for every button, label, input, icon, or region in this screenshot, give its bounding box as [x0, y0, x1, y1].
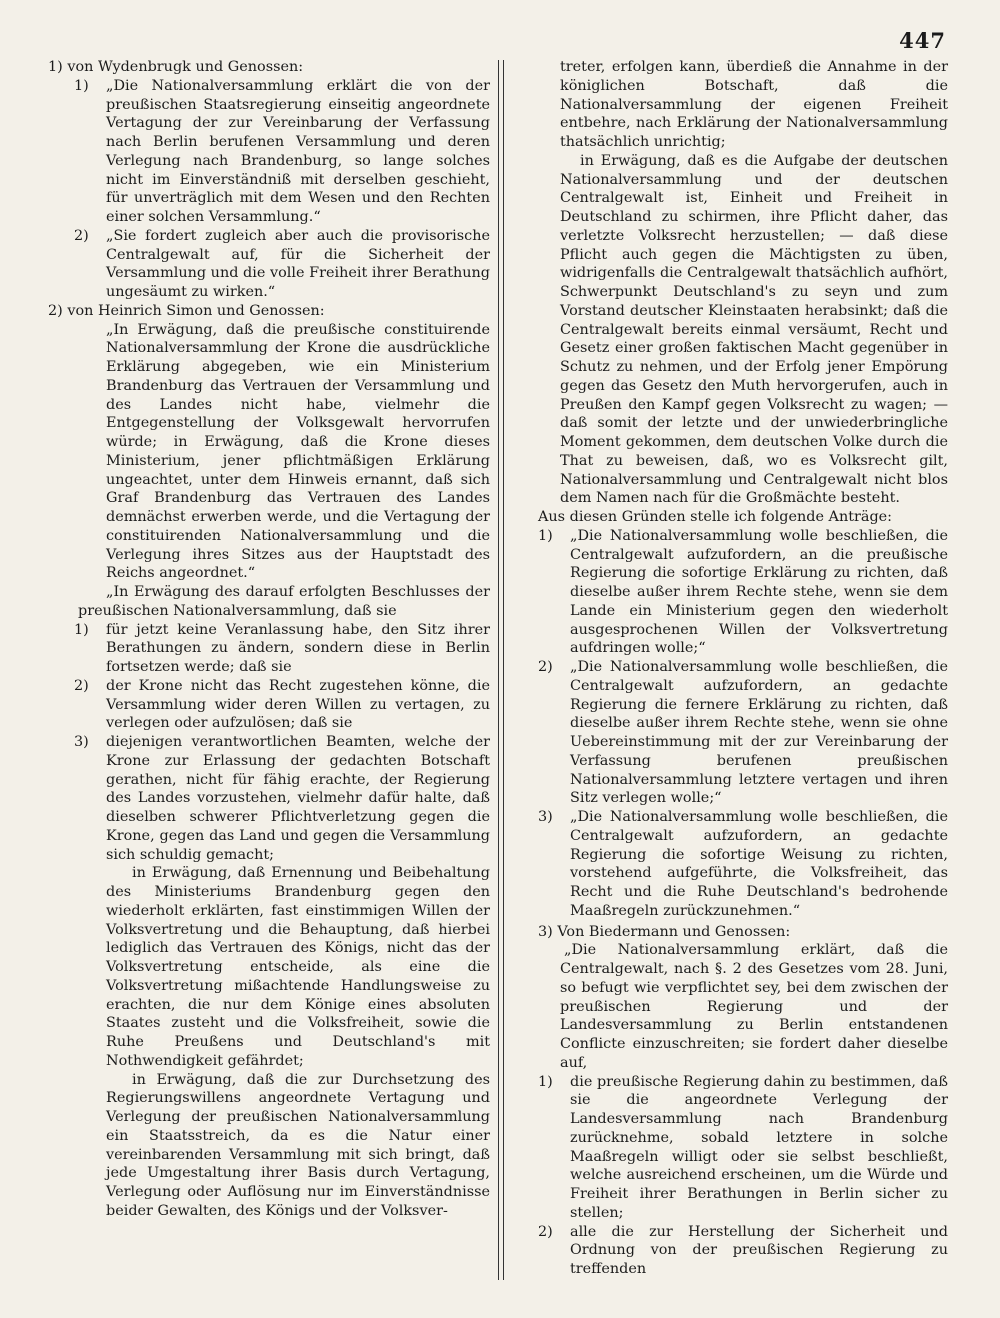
item-text: „Die Nationalversammlung erklärt die von der preußischen Staatsregierung einseitig angeordnete Vertagung der zur Vereinbarung der Verfassung nach Berlin berufenen Versammlung und deren Verlegung nach Brandenburg, so lange solches nicht im Einverständniß mit derselben geschieht, für unverträglich mit dem Wesen und den Rechten einer solchen Versammlung.“ — [106, 77, 490, 225]
item-number: 2) — [538, 659, 553, 675]
column-divider — [498, 60, 504, 1280]
motion-item — [48, 77, 490, 227]
paragraph: „In Erwägung des darauf erfolgten Beschlusses der preußischen Nationalversammlung, daß sie — [78, 584, 490, 619]
item-number: 2) — [74, 677, 89, 694]
item-text: „Die Nationalversammlung wolle beschließen, die Centralgewalt aufzufordern, an gedachte Regierung die sofortige Weisung zu richten, vorstehend aufgeführte, die Volksfreiheit, das Recht und die Ruhe Deutschland's bedrohende Maaßregeln zurückzunehmen.“ — [570, 809, 948, 919]
item-number: 1) — [538, 1073, 553, 1090]
paragraph: Aus diesen Gründen stelle ich folgende Anträge: — [538, 509, 893, 525]
list-item — [48, 677, 490, 733]
item-text: für jetzt keine Veranlassung habe, den Sitz ihrer Berathungen zu ändern, sondern diese in Berlin fortsetzen werde; daß sie — [106, 621, 490, 675]
paragraph: treter, erfolgen kann, überdieß die Annahme in der königlichen Botschaft, daß die Nationalversammlung der eigenen Freiheit entbehre, nach Erklärung der Nationalversammlung thatsächlich unrichtig; — [560, 59, 948, 150]
list-item — [48, 621, 490, 677]
motion-heading-simon: 2) von Heinrich Simon und Genossen: — [48, 302, 325, 319]
item-text: diejenigen verantwortlichen Beamten, welche der Krone zur Erlassung der gedachten Botschaft gerathen, nicht für fähig erachte, der Regierung des Landes vorzustehen, vielmehr dafür halte, daß dieselben schwerer Pflichtverletzung gegen die Krone, gegen das Land und gegen die Versammlung sich schuldig gemacht; — [106, 734, 490, 863]
item-number: 2) — [538, 1223, 553, 1240]
item-number: 2) — [74, 227, 89, 244]
item-text: „Die Nationalversammlung wolle beschließen, die Centralgewalt aufzufordern, an gedachte Regierung die fernere Erklärung zu richten, daß dieselbe außer ihrem Rechte stehe, wenn sie ohne Uebereinstimmung mit der zur Vereinbarung der Verfassung berufenen preußischen Nationalversammlung letztere vertagen und ihren Sitz verlegen wolle;“ — [570, 659, 948, 807]
item-text: die preußische Regierung dahin zu bestimmen, daß sie die angeordnete Verlegung der Landesversammlung nach Brandenburg zurücknehme, sobald letztere in solche Maaßregeln willigt oder sie selbst beschließt, welche ausreichend erscheinen, um die Würde und Freiheit ihrer Berathungen in Berlin sicher zu stellen; — [570, 1073, 948, 1221]
page-number: 447 — [899, 28, 946, 53]
motion-heading-biedermann: 3) Von Biedermann und Genossen: — [538, 923, 791, 940]
item-number: 3) — [74, 734, 89, 750]
motion-item — [538, 1223, 948, 1279]
motion-heading-wydenbrugk: 1) von Wydenbrugk und Genossen: — [48, 59, 304, 75]
paragraph: in Erwägung, daß Ernennung und Beibehaltung des Ministeriums Brandenburg gegen den wiederholt erklärten, fast einstimmigen Willen der Volksvertretung und die Behauptung, daß hierbei lediglich das Vertrauen des Königs, nicht das der Volksvertretung entscheide, als eine die Volksvertretung mißachtende Handlungsweise zu erachten, die nur dem Könige eines absoluten Staates zusteht und die Volksfreiheit, sowie die Ruhe Preußens und Deutschland's mit Nothwendigkeit gefährdet; — [106, 865, 490, 1069]
left-column — [48, 58, 490, 1221]
item-number: 3) — [538, 809, 553, 825]
motion-item — [48, 227, 490, 302]
right-column — [538, 58, 948, 1279]
motion-item — [538, 808, 948, 921]
item-text: „Die Nationalversammlung wolle beschließen, die Centralgewalt aufzufordern, an die preußische Regierung die sofortige Erklärung zu richten, daß dieselbe außer ihrem Rechte stehe, wenn sie dem Lande ein Ministerium gegen den wiederholt ausgesprochenen Willen der Volksvertretung aufdringen wolle;“ — [570, 527, 948, 657]
item-text: „Sie fordert zugleich aber auch die provisorische Centralgewalt auf, für die Sicherheit der Versammlung und die volle Freiheit ihrer Berathung ungesäumt zu wirken.“ — [106, 227, 490, 300]
item-number: 1) — [74, 621, 89, 638]
item-text: alle die zur Herstellung der Sicherheit und Ordnung von der preußischen Regierung zu treffenden — [570, 1223, 948, 1277]
paragraph: in Erwägung, daß es die Aufgabe der deutschen Nationalversammlung und der deutschen Centralgewalt ist, Einheit und Freiheit in Deutschland zu schirmen, ihre Pflicht daher, das verletzte Volksrecht herzustellen; — daß diese Pflicht auch gegen die Mächtigsten zu üben, widrigenfalls die Centralgewalt thatsächlich aufhört, Schwerpunkt Deutschland's zu seyn und zum Vorstand deutscher Kleinstaaten herabsinkt; daß die Centralgewalt bereits einmal versäumt, Recht und Gesetz einer großen faktischen Macht gegenüber in Schutz zu nehmen, und der Erfolg jener Empörung gegen das Gesetz den Muth hervorgerufen, auch in Preußen den Kampf gegen Volksrecht zu wagen; — daß somit der letzte und der unwiederbringliche Moment gekommen, dem deutschen Volke durch die That zu beweisen, daß, wo es Volksrecht gilt, Nationalversammlung und Centralgewalt nicht blos dem Namen nach für die Großmächte besteht. — [560, 152, 948, 507]
motion-item — [538, 1073, 948, 1223]
item-number: 1) — [538, 527, 553, 544]
paragraph: in Erwägung, daß die zur Durchsetzung des Regierungswillens angeordnete Vertagung und Verlegung der preußischen Nationalversammlung ein Staatsstreich, da es die Natur einer vereinbarenden Versammlung mit sich bringt, daß jede Umgestaltung ihrer Basis durch Vertagung, Verlegung oder Auflösung nur im Einverständnisse beider Gewalten, des Königs und der Volksver- — [106, 1071, 490, 1219]
paragraph: „In Erwägung, daß die preußische constituirende Nationalversammlung der Krone die ausdrückliche Erklärung abgegeben, wie ein Ministerium Brandenburg das Vertrauen der Versammlung und des Landes nicht habe, vielmehr die Entgegenstellung der Volksgewalt hervorrufen würde; in Erwägung, daß die Krone dieses Ministerium, jener pflichtmäßigen Erklärung ungeachtet, unter dem Hinweis ernannt, daß sich Graf Brandenburg das Vertrauen des Landes demnächst erwerben werde, und die Vertagung der constituirenden Nationalversammlung und die Verlegung ihres Sitzes aus der Hauptstadt des Reichs angeordnet.“ — [106, 321, 490, 582]
list-item — [48, 733, 490, 864]
motion-item — [538, 658, 948, 808]
item-text: der Krone nicht das Recht zugestehen könne, die Versammlung wider deren Willen zu vertagen, zu verlegen oder aufzulösen; daß sie — [106, 677, 490, 732]
item-number: 1) — [74, 77, 89, 94]
motion-item — [538, 527, 948, 658]
paragraph: „Die Nationalversammlung erklärt, daß die Centralgewalt, nach §. 2 des Gesetzes vom 28. Juni, so befugt wie verpflichtet sey, bei dem zwischen der preußischen Regierung und der Landesversammlung zu Berlin entstandenen Conflicte einzuschreiten; sie fordert daher dieselbe auf, — [560, 942, 948, 1071]
